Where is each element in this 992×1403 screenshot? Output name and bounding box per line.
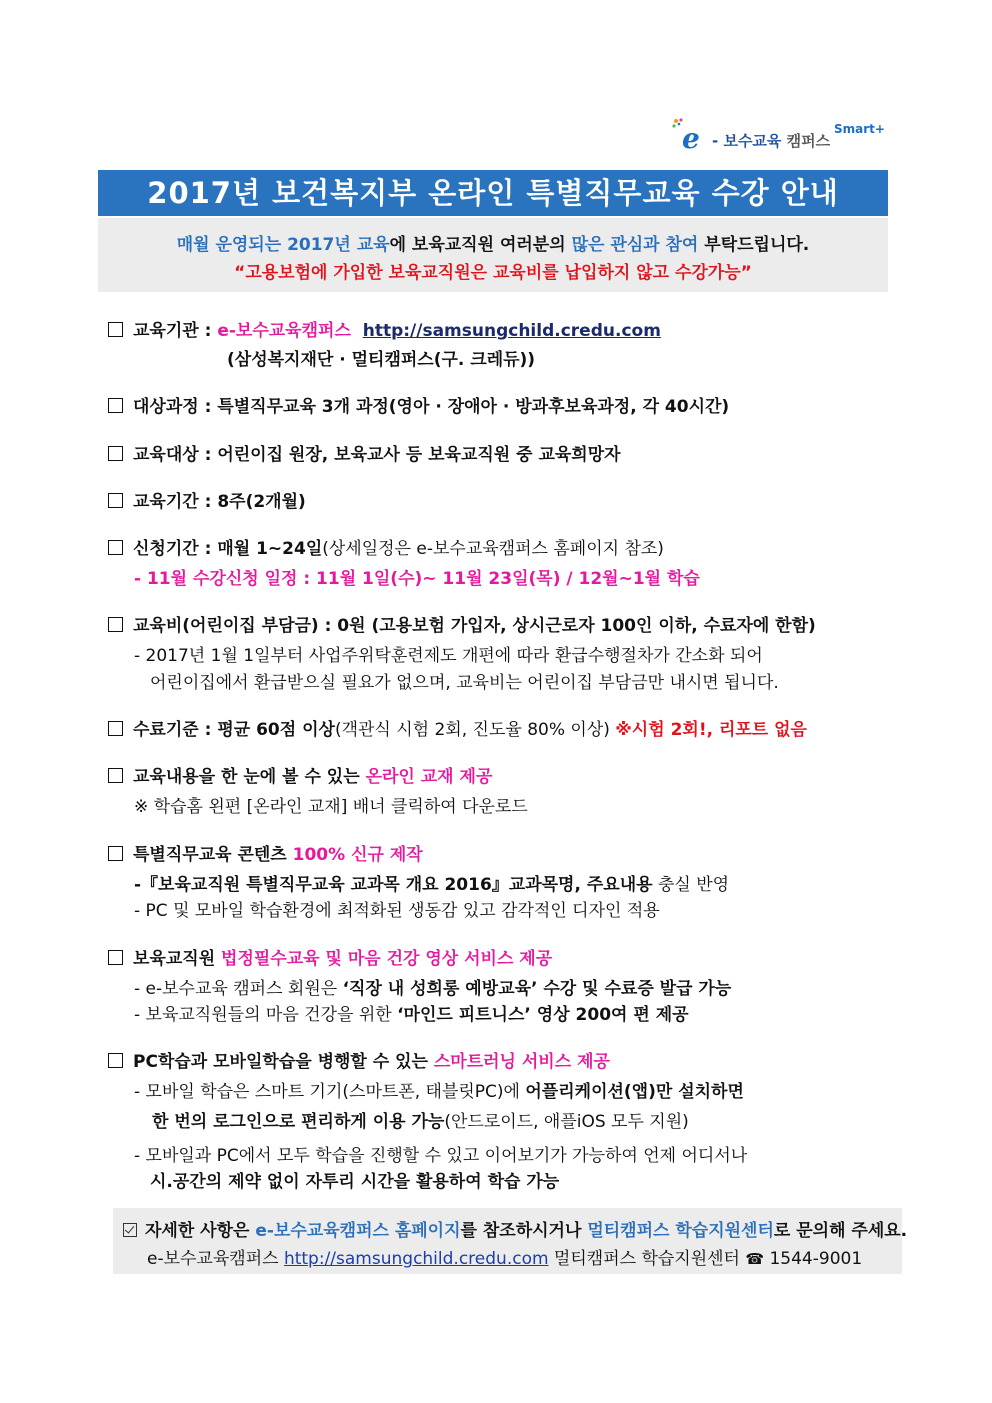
notice-line-2: “고용보험에 가입한 보육교직원은 교육비를 납입하지 않고 수강가능” (234, 263, 752, 283)
item-fee-sub2: 어린이집에서 환급받으실 필요가 없으며, 교육비는 어린이집 부담금만 내시면 됩니다. (150, 673, 779, 693)
item-content-sub: ※ 학습홈 왼편 [온라인 교재] 배너 클릭하여 다운로드 (134, 797, 528, 817)
item-org: 교육기관 : e-보수교육캠퍼스 http://samsungchild.credu.com (108, 316, 661, 341)
item-smart: PC학습과 모바일학습을 병행할 수 있는 스마트러닝 서비스 제공 (108, 1047, 610, 1072)
checkbox-icon (108, 768, 123, 783)
notice-line-1: 매월 운영되는 2017년 교육에 보육교직원 여러분의 많은 관심과 참여 부탁드립니다. (176, 235, 810, 255)
item-course: 대상과정 : 특별직무교육 3개 과정(영아 · 장애아 · 방과후보육과정, 각 40시간) (108, 392, 729, 417)
item-smart-sub1: - 모바일 학습은 스마트 기기(스마트폰, 태블릿PC)에 어플리케이션(앱)만 설치하면 (134, 1082, 744, 1102)
org-link[interactable]: http://samsungchild.credu.com (362, 321, 661, 341)
checkbox-icon (108, 493, 123, 508)
checkbox-icon (108, 721, 123, 736)
footer-link[interactable]: http://samsungchild.credu.com (283, 1249, 549, 1269)
item-legal-sub1: - e-보수교육 캠퍼스 회원은 ‘직장 내 성희롱 예방교육’ 수강 및 수료증 발급 가능 (134, 979, 732, 999)
item-new-sub1: -『보육교직원 특별직무교육 교과목 개요 2016』교과목명, 주요내용 충실 반영 (134, 875, 730, 895)
logo-smart: Smart+ (834, 122, 885, 136)
checkbox-icon (108, 322, 123, 337)
checkbox-icon (108, 950, 123, 965)
checkbox-icon (108, 540, 123, 555)
item-apply: 신청기간 : 매월 1~24일(상세일정은 e-보수교육캠퍼스 홈페이지 참조) (108, 534, 664, 559)
item-smart-sub2: 한 번의 로그인으로 편리하게 이용 가능(안드로이드, 애플iOS 모두 지원) (152, 1112, 689, 1132)
item-legal-sub2: - 보육교직원들의 마음 건강을 위한 ‘마인드 피트니스’ 영상 200여 편 제공 (134, 1005, 689, 1025)
item-apply-sub: - 11월 수강신청 일정 : 11월 1일(수)~ 11월 23일(목) / 12월~1월 학습 (134, 569, 700, 589)
item-fee-sub1: - 2017년 1월 1일부터 사업주위탁훈련제도 개편에 따라 환급수행절차가 간소화 되어 (134, 646, 763, 666)
page-title: 2017년 보건복지부 온라인 특별직무교육 수강 안내 (98, 170, 888, 216)
logo-text: - 보수교육 캠퍼스 (712, 132, 831, 150)
checkbox-icon (108, 1053, 123, 1068)
footer-line-2: e-보수교육캠퍼스 http://samsungchild.credu.com 멀티캠퍼스 학습지원센터 ☎ 1544-9001 (147, 1249, 863, 1269)
logo (672, 118, 892, 158)
item-content: 교육내용을 한 눈에 볼 수 있는 온라인 교재 제공 (108, 762, 492, 787)
notice-box (98, 218, 888, 292)
item-smart-sub3: - 모바일과 PC에서 모두 학습을 진행할 수 있고 이어보기가 가능하여 언제 어디서나 (134, 1146, 748, 1166)
item-fee: 교육비(어린이집 부담금) : 0원 (고용보험 가입자, 상시근로자 100인 이하, 수료자에 한함) (108, 611, 816, 636)
item-period: 교육기간 : 8주(2개월) (108, 487, 306, 512)
phone-icon: ☎ (745, 1250, 765, 1268)
item-new: 특별직무교육 콘텐츠 100% 신규 제작 (108, 840, 423, 865)
checkbox-icon (108, 446, 123, 461)
item-org-sub: (삼성복지재단 · 멀티캠퍼스(구. 크레듀)) (227, 350, 536, 370)
checkmark-icon (123, 1223, 137, 1237)
item-new-sub2: - PC 및 모바일 학습환경에 최적화된 생동감 있고 감각적인 디자인 적용 (134, 901, 660, 921)
item-criteria: 수료기준 : 평균 60점 이상(객관식 시험 2회, 진도율 80% 이상) ※시험 2회!, 리포트 없음 (108, 715, 807, 740)
checkbox-icon (108, 398, 123, 413)
item-target: 교육대상 : 어린이집 원장, 보육교사 등 보육교직원 중 교육희망자 (108, 440, 621, 465)
checkbox-icon (108, 846, 123, 861)
footer-box (113, 1208, 908, 1274)
logo-e: e (682, 122, 700, 155)
footer-line-1: 자세한 사항은 e-보수교육캠퍼스 홈페이지를 참조하시거나 멀티캠퍼스 학습지원센터로 문의해 주세요. (123, 1216, 907, 1241)
item-smart-sub4: 시.공간의 제약 없이 자투리 시간을 활용하여 학습 가능 (150, 1172, 560, 1192)
checkbox-icon (108, 617, 123, 632)
item-legal: 보육교직원 법정필수교육 및 마음 건강 영상 서비스 제공 (108, 944, 552, 969)
